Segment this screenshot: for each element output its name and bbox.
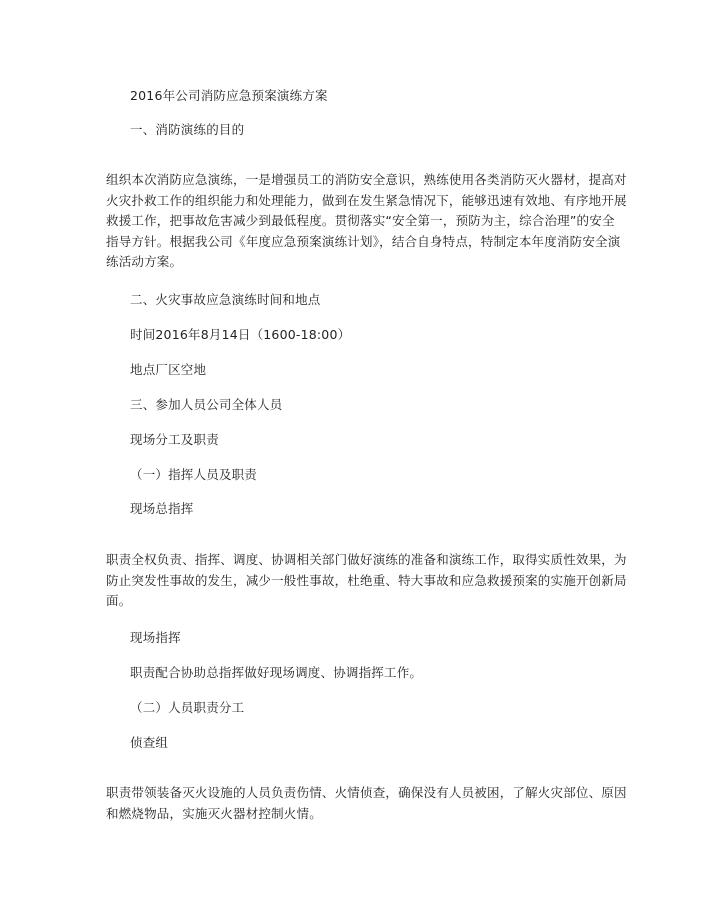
place-line: 地点厂区空地 — [130, 362, 207, 377]
paragraph-line: 防止突发性事故的发生，减少一般性事故，杜绝重、特大事故和应急救援预案的实施开创新局 — [106, 572, 627, 588]
section1-heading: 一、消防演练的目的 — [130, 122, 245, 137]
paragraph-line: 救援工作，把事故危害减少到最低程度。贯彻落实“安全第一，预防为主，综合治理”的安全 — [106, 213, 615, 228]
sub1-heading: （一）指挥人员及职责 — [130, 467, 258, 482]
paragraph-line: 职责带领装备灭火设施的人员负责伤情、火情侦查，确保没有人员被困，了解火灾部位、原因 — [106, 785, 627, 800]
paragraph-line: 练活动方案。 — [106, 254, 183, 269]
paragraph-line: 火灾扑救工作的组织能力和处理能力，做到在发生紧急情况下，能够迅速有效地、有序地开展 — [106, 192, 627, 208]
sub2-heading: （二）人员职责分工 — [130, 700, 245, 715]
recon-group-label: 侦查组 — [130, 735, 169, 750]
site-commander-label: 现场指挥 — [130, 630, 181, 645]
paragraph-line: 和燃烧物品，实施灭火器材控制火情。 — [106, 805, 322, 821]
section2-heading: 二、火灾事故应急演练时间和地点 — [130, 292, 321, 307]
paragraph-line: 职责全权负责、指挥、调度、协调相关部门做好演练的准备和演练工作，取得实质性效果，为 — [106, 552, 627, 567]
site-duty: 职责配合协助总指挥做好现场调度、协调指挥工作。 — [130, 665, 423, 680]
duties-heading: 现场分工及职责 — [130, 432, 219, 447]
recon-duty-paragraph — [106, 783, 627, 824]
document-title: 2016年公司消防应急预案演练方案 — [130, 88, 328, 103]
section3-heading: 三、参加人员公司全体人员 — [130, 397, 283, 412]
time-line: 时间2016年8月14日（1600-18:00） — [130, 327, 351, 342]
paragraph-line: 面。 — [106, 593, 132, 608]
section1-paragraph — [106, 170, 627, 273]
chief-duty-paragraph — [106, 550, 627, 612]
paragraph-line: 指导方针。根据我公司《年度应急预案演练计划》，结合自身特点，特制定本年度消防安全演 — [106, 233, 621, 249]
chief-commander-label: 现场总指挥 — [130, 501, 194, 516]
paragraph-line: 组织本次消防应急演练，一是增强员工的消防安全意识，熟练使用各类消防灭火器材，提高对 — [106, 172, 627, 187]
